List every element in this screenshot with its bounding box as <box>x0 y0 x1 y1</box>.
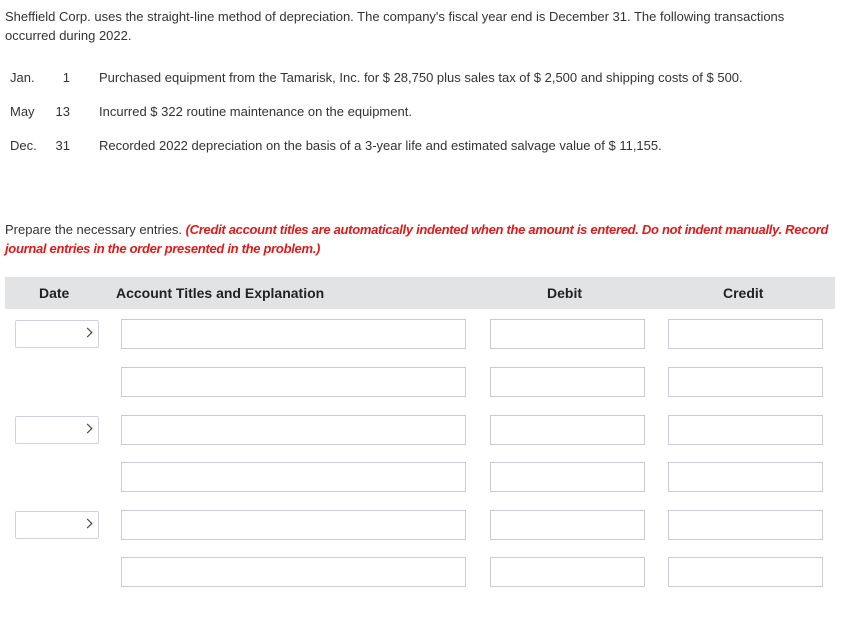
transaction-row <box>0 69 847 87</box>
chevron-down-icon <box>83 328 93 338</box>
account-title-input[interactable] <box>121 557 466 587</box>
debit-input[interactable] <box>490 510 645 540</box>
debit-input[interactable] <box>490 367 645 397</box>
credit-input[interactable] <box>668 462 823 492</box>
chevron-down-icon <box>83 519 93 529</box>
transaction-month: Dec. <box>10 138 37 153</box>
credit-input[interactable] <box>668 367 823 397</box>
problem-intro: Sheffield Corp. uses the straight-line method of depreciation. The company's fiscal year end is December 31. The following transactions occurred during 2022. <box>5 9 785 43</box>
debit-column-header: Debit <box>547 285 582 301</box>
transaction-description: Purchased equipment from the Tamarisk, Inc. for $ 28,750 plus sales tax of $ 2,500 and shipping costs of $ 500. <box>99 70 743 85</box>
transaction-day: 1 <box>62 70 70 85</box>
account-title-input[interactable] <box>121 462 466 492</box>
account-column-header: Account Titles and Explanation <box>116 285 325 301</box>
debit-input[interactable] <box>490 557 645 587</box>
account-title-input[interactable] <box>121 415 466 445</box>
credit-input[interactable] <box>668 557 823 587</box>
date-select-chevron-wrap <box>15 416 99 444</box>
chevron-down-icon <box>83 424 93 434</box>
journal-table-header <box>5 277 835 309</box>
account-title-input[interactable] <box>121 510 466 540</box>
account-title-input[interactable] <box>121 367 466 397</box>
transaction-description: Recorded 2022 depreciation on the basis of a 3-year life and estimated salvage value of $ 11,155. <box>99 138 662 153</box>
transaction-description: Incurred $ 322 routine maintenance on the equipment. <box>99 104 412 119</box>
credit-input[interactable] <box>668 319 823 349</box>
instructions-lead: Prepare the necessary entries. <box>5 222 186 237</box>
instructions-emphasis: (Credit account titles are automatically indented when the amount is entered. Do not indent manually. Record journal entries in the order presented in the problem.) <box>5 222 829 256</box>
credit-input[interactable] <box>668 415 823 445</box>
debit-input[interactable] <box>490 462 645 492</box>
debit-input[interactable] <box>490 415 645 445</box>
transaction-month: May <box>10 104 35 119</box>
credit-input[interactable] <box>668 510 823 540</box>
transaction-month: Jan. <box>10 70 35 85</box>
debit-input[interactable] <box>490 319 645 349</box>
account-title-input[interactable] <box>121 319 466 349</box>
transaction-row <box>0 137 847 155</box>
transaction-day: 31 <box>55 138 70 153</box>
transaction-day: 13 <box>55 104 70 119</box>
credit-column-header: Credit <box>723 285 764 301</box>
date-select-chevron-wrap <box>15 511 99 539</box>
date-select-chevron-wrap <box>15 320 99 348</box>
instructions <box>5 220 840 258</box>
date-column-header: Date <box>39 285 70 301</box>
transaction-row <box>0 103 847 121</box>
